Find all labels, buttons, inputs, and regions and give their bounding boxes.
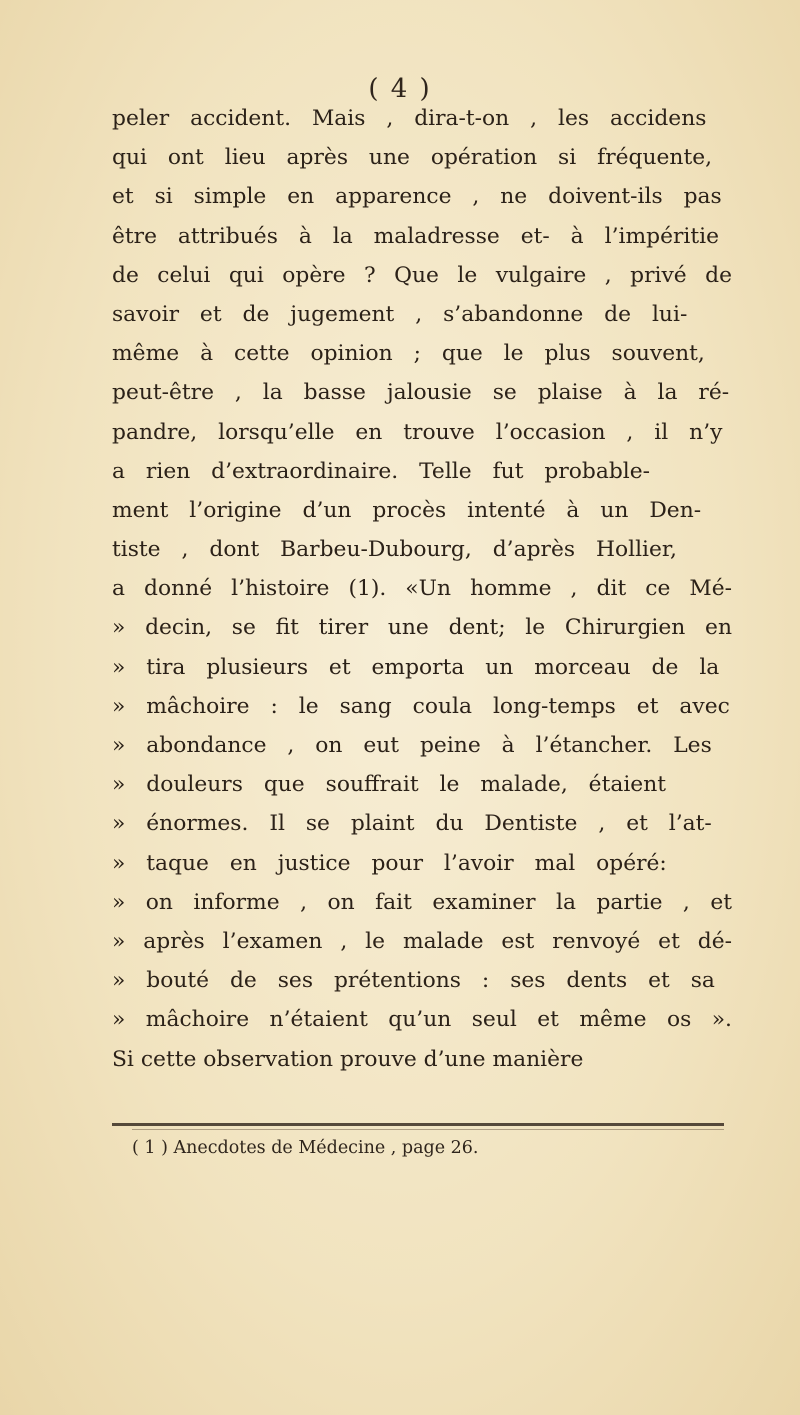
text-line-content: peut-être , la basse jalousie se plaise à la ré- <box>112 380 730 406</box>
text-line <box>112 177 732 216</box>
text-line-content: tiste , dont Barbeu-Dubourg, d’après Hollier, <box>112 537 677 563</box>
quoted-line <box>112 922 732 961</box>
footnote-divider-secondary <box>132 1129 724 1130</box>
text-line <box>112 295 732 334</box>
quoted-line <box>112 844 732 883</box>
text-line-content: être attribués à la maladresse et- à l’impéritie <box>112 223 720 249</box>
text-line <box>112 1040 732 1079</box>
quoted-line <box>112 883 732 922</box>
quoted-line <box>112 1000 732 1039</box>
text-line-content: » decin, se fit tirer une dent; le Chirurgien en <box>112 615 732 641</box>
text-line-content: peler accident. Mais , dira-t-on , les accidens <box>112 106 707 131</box>
text-line <box>112 413 732 452</box>
text-line-content: savoir et de jugement , s’abandonne de lui- <box>112 301 688 327</box>
text-line-content: ment l’origine d’un procès intenté à un Den- <box>112 497 702 523</box>
text-line-content: » bouté de ses prétentions : ses dents et sa <box>112 968 715 994</box>
text-line-content: pandre, lorsqu’elle en trouve l’occasion , il n’y <box>112 419 723 445</box>
quoted-line <box>112 726 732 765</box>
text-line-content: de celui qui opère ? Que le vulgaire , privé de <box>112 262 732 288</box>
text-line <box>112 256 732 295</box>
text-line-content: » douleurs que souffrait le malade, étaient <box>112 772 667 798</box>
text-line-content: a rien d’extraordinaire. Telle fut probable- <box>112 458 651 484</box>
text-line-content: » taque en justice pour l’avoir mal opéré: <box>112 850 667 876</box>
quoted-line <box>112 961 732 1000</box>
quoted-line <box>112 687 732 726</box>
body-text <box>112 99 732 1079</box>
text-line <box>112 530 732 569</box>
text-line <box>112 99 732 138</box>
text-line-content: » énormes. Il se plaint du Dentiste , et l’at- <box>112 811 712 837</box>
text-line-content: qui ont lieu après une opération si fréquente, <box>112 145 713 171</box>
text-line <box>112 569 732 608</box>
text-line-content: » on informe , on fait examiner la partie , et <box>112 889 732 915</box>
text-line-content: » après l’examen , le malade est renvoyé et dé- <box>112 928 732 954</box>
text-line-content: » mâchoire n’étaient qu’un seul et même os ». <box>112 1007 732 1033</box>
page-number: ( 4 ) <box>368 74 432 104</box>
text-line-content: même à cette opinion ; que le plus souvent, <box>112 341 705 367</box>
text-line-content: et si simple en apparence , ne doivent-ils pas <box>112 184 722 210</box>
text-line-content: Si cette observation prouve d’une manière <box>112 1046 584 1072</box>
text-line-content: a donné l’histoire (1). «Un homme , dit ce Mé- <box>112 576 732 602</box>
quoted-line <box>112 608 732 647</box>
text-line <box>112 217 732 256</box>
text-line <box>112 452 732 491</box>
footnote-divider <box>112 1123 724 1126</box>
quoted-line <box>112 648 732 687</box>
quoted-line <box>112 804 732 843</box>
quoted-line <box>112 765 732 804</box>
text-line <box>112 491 732 530</box>
text-line <box>112 138 732 177</box>
text-line <box>112 334 732 373</box>
text-line-content: » abondance , on eut peine à l’étancher. Les <box>112 733 712 758</box>
text-line <box>112 373 732 412</box>
footnote: ( 1 ) Anecdotes de Médecine , page 26. <box>132 1138 479 1158</box>
text-line-content: » tira plusieurs et emporta un morceau de la <box>112 654 720 680</box>
text-line-content: » mâchoire : le sang coula long-temps et avec <box>112 693 730 719</box>
